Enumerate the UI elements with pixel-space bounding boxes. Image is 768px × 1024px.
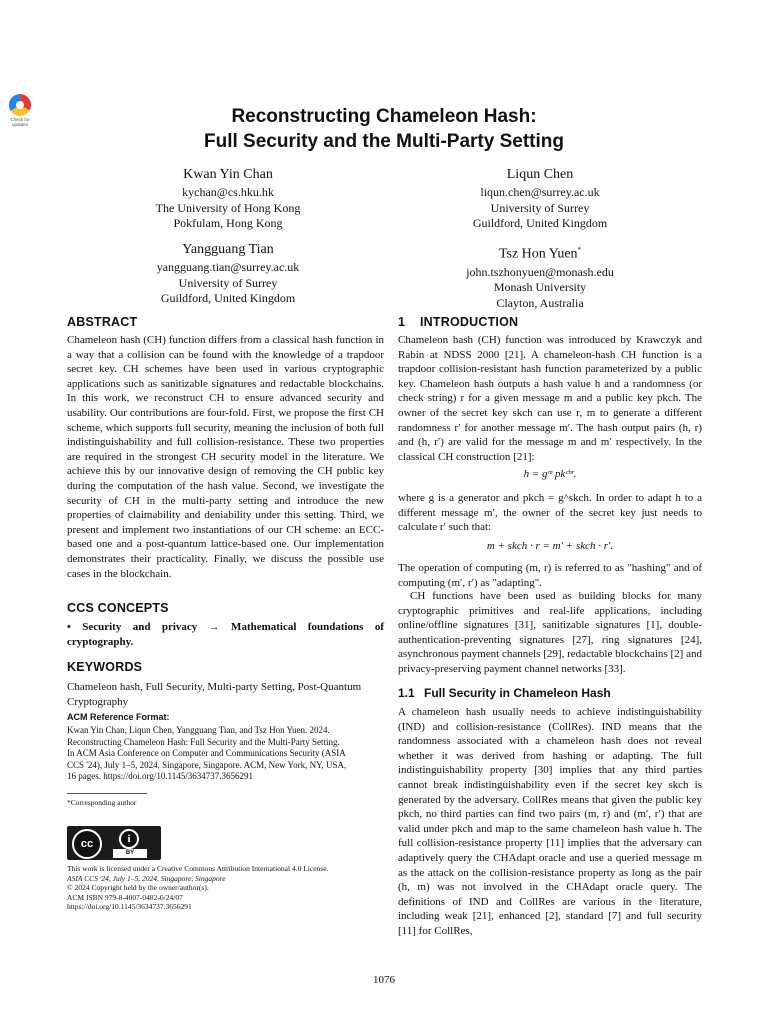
author-location: Clayton, Australia bbox=[496, 295, 584, 310]
author-block bbox=[88, 240, 368, 307]
footnote: *Corresponding author bbox=[67, 798, 137, 807]
introduction-heading: 1 INTRODUCTION bbox=[398, 315, 519, 329]
abstract-text bbox=[67, 333, 384, 581]
license-line: © 2024 Copyright held by the owner/author(s). bbox=[67, 883, 209, 892]
license-notice bbox=[67, 864, 397, 912]
author-name: Yangguang Tian bbox=[182, 242, 274, 257]
attribution-icon: i bbox=[119, 829, 139, 849]
author-location: Guildford, United Kingdom bbox=[160, 291, 296, 305]
intro-paragraph-3: The operation of computing (m, r) is referred to as "hashing" and of computing (m′, r′) as "adapting". bbox=[398, 562, 702, 589]
ccs-heading: CCS CONCEPTS bbox=[67, 601, 169, 615]
section-1-1-paragraph: A chameleon hash usually needs to achieve indistinguishability (IND) and collision-resistance (CollRes). IND means that the randomness associated with a chameleon hash does not reveal whether it was derived from hashing or adapting. The full indistinguishability property [30] implies that any third parties cannot break indistinguishability even if the secret key skch is generated by the adversary. CollRes means that given the public key pkch, no third parties can find two pairs (m, r) and (m′, r′) that are valid under pkch and map to the same chameleon hash value h. The full collision-resistance property [11] implies that the adversary can adaptively query the CHAdapt oracle and use a queried message m as the attack on the collision-resistance property as long as the pair (h, m) was not involved in the CHAdapt oracle query. The definitions of IND and CollRes are various in the literature, including weak [21], enhanced [2], standard [7] and full security [11] for CollRes, bbox=[398, 706, 702, 937]
abstract-heading: ABSTRACT bbox=[67, 315, 138, 329]
reference-format bbox=[67, 725, 387, 783]
author-affiliation: The University of Hong Kong bbox=[155, 200, 301, 215]
author-block bbox=[400, 240, 680, 311]
author-block bbox=[400, 165, 680, 232]
cc-by-license-badge[interactable] bbox=[67, 826, 161, 860]
license-line: This work is licensed under a Creative Commons Attribution International 4.0 License. bbox=[67, 864, 329, 873]
intro-paragraph-2: where g is a generator and pkch = g^skch. In order to adapt h to a different message m′, the owner of the secret key just needs to calculate r′ such that: bbox=[398, 492, 702, 534]
license-line: ACM ISBN 979-8-4007-0482-6/24/07 bbox=[67, 892, 183, 902]
corresponding-mark: * bbox=[577, 246, 582, 254]
author-email: kychan@cs.hku.hk bbox=[182, 185, 274, 199]
title-line-1: Reconstructing Chameleon Hash: bbox=[231, 106, 537, 127]
reference-line: 16 pages. https://doi.org/10.1145/3634737.3656291 bbox=[67, 771, 253, 782]
keywords-text: Chameleon hash, Full Security, Multi-party Setting, Post-Quantum Cryptography bbox=[67, 681, 362, 708]
reference-line: Kwan Yin Chan, Liqun Chen, Yangguang Tian, and Tsz Hon Yuen. 2024. bbox=[67, 725, 330, 735]
author-name: Liqun Chen bbox=[506, 167, 574, 182]
license-line: ASIA CCS '24, July 1–5, 2024, Singapore, Singapore bbox=[67, 873, 226, 883]
author-block bbox=[88, 165, 368, 232]
page-number: 1076 bbox=[373, 974, 395, 986]
abstract-paragraph: Chameleon hash (CH) function differs from a classical hash function in a way that a collision can be found with the knowledge of a trapdoor secret key. CH schemes have been used in various cryptographic applications such as sanitizable signatures and redactable blockchains. In this work, we reconstruct CH to ensure advanced security and usability. Our contributions are four-fold. First, we propose the first CH scheme, which supports full security, meaning the inclusion of both full indistinguishability and full collision-resistance. These two properties are required in the strongest CH security model in the literature. We achieve this by our innovative design of removing the CH public key during the computation of the hash value. Second, we investigate the security of CH in the multi-party setting and introduce the new properties of claimability and deniability under this setting. Third, we present and implement two instantiations of our CH scheme: an ECC-based one and a post-quantum lattice-based one. Our implementation demonstrates their practicality. Finally, we discuss the possible use cases in the blockchain. bbox=[67, 334, 384, 580]
intro-paragraph-1: Chameleon hash (CH) function was introduced by Krawczyk and Rabin at NDSS 2000 [21]. A chameleon-hash CH function is a trapdoor collision-resistant hash function parameterized by a public key. Chameleon hash outputs a hash value h and a randomness (or check string) r for a given message m and a public key pkch. The owner of the secret key skch can use r, m to generate a different randomness r′ for another message m′. The hash output pairs (h, r) and (h, r′) are valid for the message m and m′ respectively. In the classical CH construction [21]: bbox=[398, 334, 702, 463]
doi-link[interactable]: https://doi.org/10.1145/3634737.3656291 bbox=[67, 902, 192, 911]
equation-hash: h = gᵐ pkᶜʰʳ. bbox=[523, 468, 577, 480]
author-name: Tsz Hon Yuen* bbox=[498, 246, 582, 262]
ccs-concepts: • Security and privacy → Mathematical foundations of cryptography. bbox=[67, 621, 384, 648]
author-affiliation: Monash University bbox=[493, 280, 587, 295]
keywords-heading: KEYWORDS bbox=[67, 660, 143, 674]
footnote-rule bbox=[67, 793, 147, 794]
by-label: BY bbox=[113, 849, 147, 858]
author-name: Kwan Yin Chan bbox=[183, 167, 273, 182]
author-affiliation: University of Surrey bbox=[490, 200, 590, 215]
section-1-1-heading: 1.1 Full Security in Chameleon Hash bbox=[398, 686, 611, 700]
author-email: john.tszhonyuen@monash.edu bbox=[466, 264, 614, 279]
badge-label: Check for updates bbox=[10, 117, 30, 127]
equation-adapt: m + skch · r = m′ + skch · r′. bbox=[486, 540, 614, 552]
creative-commons-icon: cc bbox=[72, 829, 102, 859]
reference-line: In ACM Asia Conference on Computer and Communications Security (ASIA bbox=[67, 748, 346, 759]
reference-line: CCS '24), July 1–5, 2024, Singapore, Singapore. ACM, New York, NY, USA, bbox=[67, 759, 347, 770]
author-email: liqun.chen@surrey.ac.uk bbox=[480, 185, 600, 199]
author-location: Guildford, United Kingdom bbox=[472, 216, 608, 230]
paper-title bbox=[0, 104, 768, 154]
title-line-2: Full Security and the Multi-Party Setting bbox=[204, 131, 564, 152]
author-email: yangguang.tian@surrey.ac.uk bbox=[156, 260, 300, 274]
author-affiliation: University of Surrey bbox=[178, 275, 278, 290]
reference-line: Reconstructing Chameleon Hash: Full Security and the Multi-Party Setting. bbox=[67, 736, 340, 747]
author-location: Pokfulam, Hong Kong bbox=[173, 216, 283, 230]
intro-paragraph-4: CH functions have been used as building blocks for many cryptographic primitives and real-life applications, including online/offline signatures [31], sanitizable signatures [1], double-authentication-preventing signatures [27], ring signatures [24], asynchronous payment channels [29], redactable blockchains [2] and privacy-preserving payment channel networks [33]. bbox=[398, 590, 702, 675]
reference-heading: ACM Reference Format: bbox=[67, 712, 170, 722]
